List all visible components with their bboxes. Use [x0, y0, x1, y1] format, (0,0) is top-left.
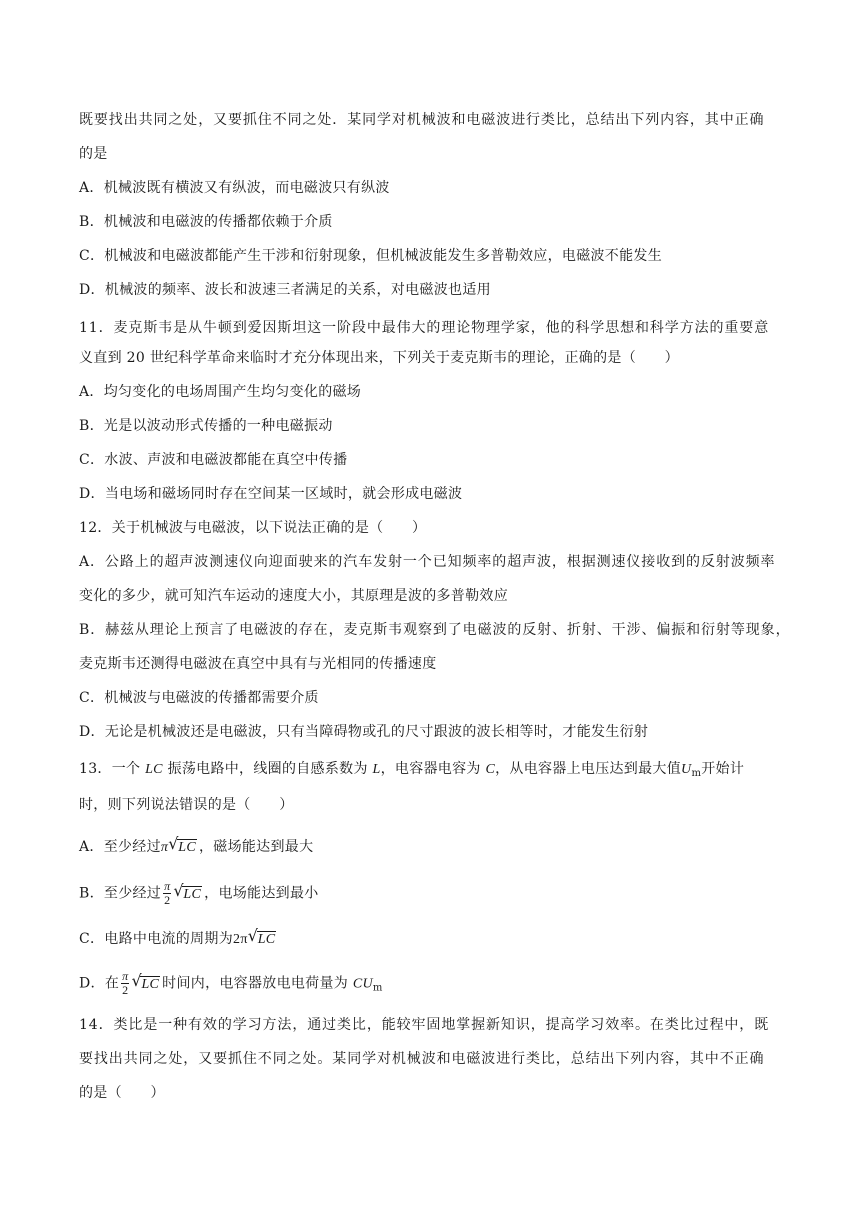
- fraction: [163, 880, 171, 907]
- q13-option-d: [79, 970, 383, 998]
- radicand: LC: [183, 886, 202, 902]
- option-text: 时间内，电容器放电电荷量为: [162, 975, 353, 992]
- coefficient: 2π: [233, 932, 248, 947]
- question-13-stem: [79, 760, 744, 783]
- radicand: LC: [178, 840, 196, 855]
- q12-option-b: B．赫兹从理论上预言了电磁波的存在，麦克斯韦观察到了电磁波的反射、折射、干涉、偏振和衍射等现象，: [79, 622, 791, 638]
- option-text: D．在: [79, 975, 120, 992]
- l-symbol: L: [372, 762, 381, 777]
- option-d: D．机械波的频率、波长和波速三者满足的关系，对电磁波也适用: [79, 282, 491, 298]
- q13-option-a: [79, 834, 314, 857]
- option-text: B．至少经过: [79, 885, 162, 902]
- stem-text: ，电容器电容为: [380, 761, 486, 777]
- q12-option-a: A．公路上的超声波测速仪向迎面驶来的汽车发射一个已知频率的超声波，根据测速仪接收到的反射波频率: [79, 554, 776, 570]
- q11-option-d: D．当电场和磁场同时存在空间某一区域时，就会形成电磁波: [79, 486, 463, 502]
- denominator: 2: [164, 893, 171, 907]
- stem-text: 开始计: [701, 761, 745, 777]
- option-text: A．至少经过: [79, 839, 161, 855]
- stem-text: 振荡电路中，线圈的自感系数为: [162, 761, 373, 777]
- u-symbol: U: [681, 762, 692, 777]
- c-symbol: C: [485, 762, 496, 777]
- stem-text: ，从电容器上电压达到最大值: [495, 761, 682, 777]
- text-line: 的是: [79, 146, 108, 162]
- sqrt-expression: √ LC: [173, 880, 202, 902]
- q13-option-c: [79, 926, 278, 949]
- denominator: 2: [122, 983, 129, 997]
- q12-option-c: C．机械波与电磁波的传播都需要介质: [79, 690, 319, 706]
- q12-option-d: D．无论是机械波还是电磁波，只有当障碍物或孔的尺寸跟波的波长相等时，才能发生衍射: [79, 724, 649, 740]
- question-13-stem-cont: 时，则下列说法错误的是（ ）: [79, 797, 294, 813]
- question-12-stem: 12．关于机械波与电磁波，以下说法正确的是（ ）: [79, 520, 427, 536]
- cu-subscript: m: [372, 982, 383, 994]
- radicand: LC: [257, 932, 276, 947]
- question-14-stem: 14．类比是一种有效的学习方法，通过类比，能较牢固地掌握新知识，提高学习效率。在类比过程中，既: [79, 1017, 770, 1033]
- sqrt-expression: √ LC: [168, 834, 196, 855]
- q12-option-b-cont: 麦克斯韦还测得电磁波在真空中具有与光相同的传播速度: [79, 656, 437, 672]
- q13-option-b: [79, 880, 319, 907]
- numerator: π: [164, 879, 171, 893]
- q11-option-c: C．水波、声波和电磁波都能在真空中传播: [79, 452, 348, 468]
- question-14-stem-cont: 要找出共同之处，又要抓住不同之处。某同学对机械波和电磁波进行类比，总结出下列内容，其中不正确: [79, 1051, 765, 1067]
- u-subscript: m: [691, 768, 702, 779]
- pi-symbol: π: [160, 840, 169, 855]
- q11-option-a: A．均匀变化的电场周围产生均匀变化的磁场: [79, 384, 362, 400]
- option-text: C．电路中电流的周期为: [79, 931, 234, 947]
- question-11-stem: 11．麦克斯韦是从牛顿到爱因斯坦这一阶段中最伟大的理论物理学家，他的科学思想和科学方法的重要意: [79, 320, 770, 336]
- lc-symbol: LC: [145, 762, 163, 777]
- sqrt-expression: √ LC: [131, 970, 160, 992]
- option-c: C．机械波和电磁波都能产生干涉和衍射现象，但机械波能发生多普勒效应，电磁波不能发生: [79, 248, 663, 264]
- question-14-stem-end: 的是（ ）: [79, 1085, 165, 1101]
- option-a: A．机械波既有横波又有纵波，而电磁波只有纵波: [79, 180, 390, 196]
- sqrt-expression: √ LC: [247, 926, 276, 947]
- cu-symbol: CU: [352, 976, 373, 992]
- stem-text: 13．一个: [79, 761, 146, 777]
- numerator: π: [122, 969, 129, 983]
- q12-option-a-cont: 变化的多少，就可知汽车运动的速度大小，其原理是波的多普勒效应: [79, 588, 508, 604]
- q11-option-b: B．光是以波动形式传播的一种电磁振动: [79, 418, 333, 434]
- question-11-stem-cont: 义直到 20 世纪科学革命来临时才充分体现出来，下列关于麦克斯韦的理论，正确的是（ ）: [79, 350, 679, 366]
- option-text: ，磁场能达到最大: [198, 839, 314, 855]
- text-line: 既要找出共同之处，又要抓住不同之处．某同学对机械波和电磁波进行类比，总结出下列内容，其中正确: [79, 112, 765, 128]
- option-text: ，电场能达到最小: [204, 885, 319, 902]
- option-b: B．机械波和电磁波的传播都依赖于介质: [79, 214, 333, 230]
- fraction: [121, 970, 129, 997]
- radicand: LC: [141, 976, 160, 992]
